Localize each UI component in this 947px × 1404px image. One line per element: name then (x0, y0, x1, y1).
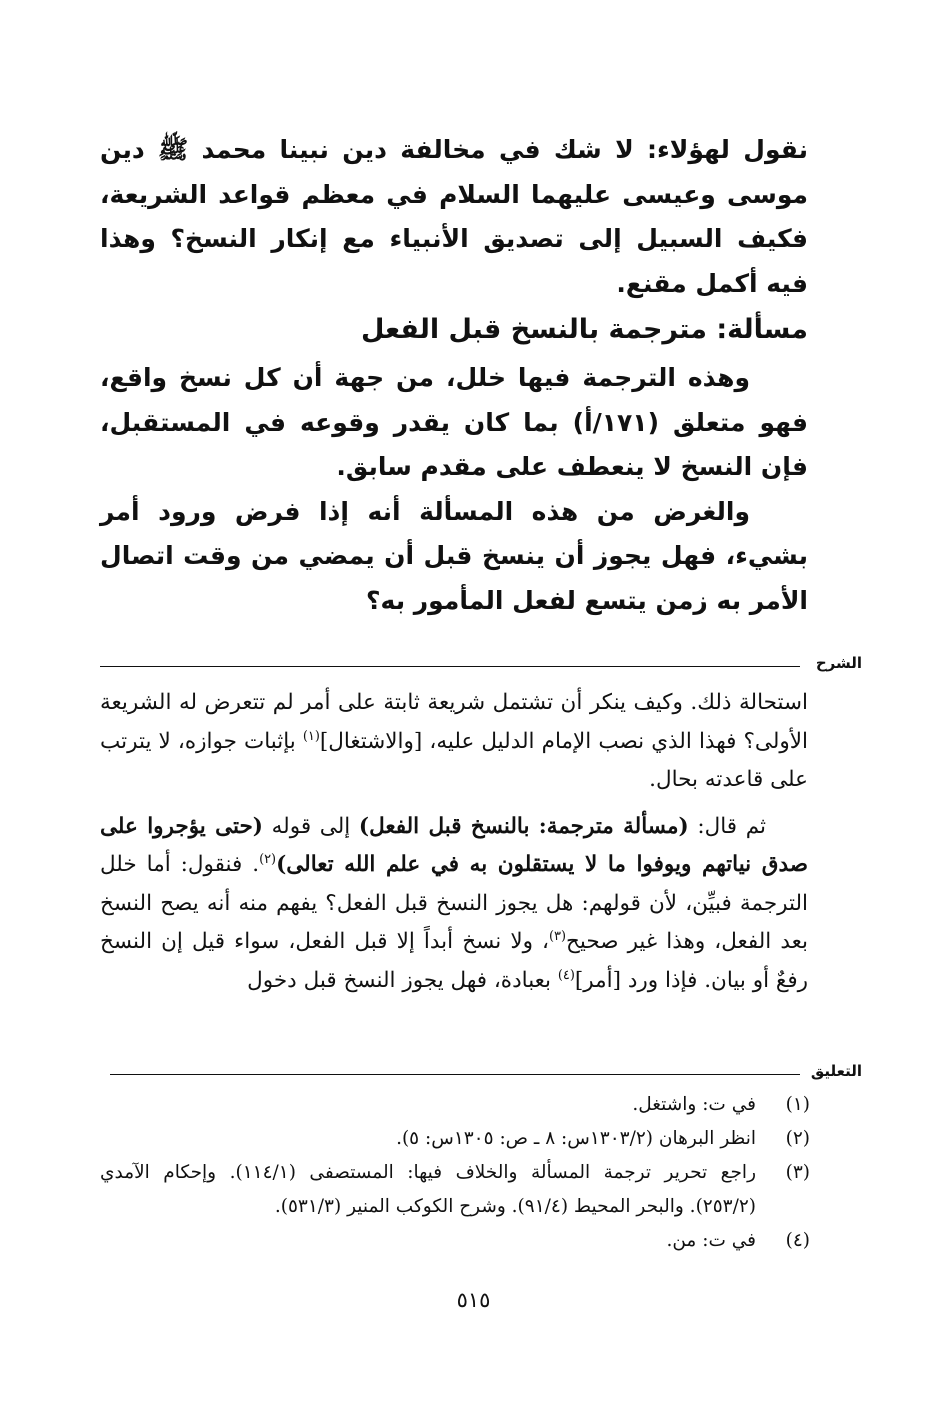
footnote-text: في ت: واشتغل. (632, 1094, 756, 1115)
footnote-ref: (٣) (548, 928, 566, 944)
section-heading: مسألة: مترجمة بالنسخ قبل الفعل (360, 314, 808, 345)
sharh-text: ، ولا نسخ أبداً إلا قبل الفعل، سواء قيل إن النسخ رفعٌ أو بيان. فإذا ورد [أمر] (100, 929, 808, 993)
footnote-item (100, 1122, 810, 1156)
footnotes-divider (110, 1074, 800, 1075)
matn-text-block (100, 128, 808, 623)
sharh-paragraph (100, 684, 808, 800)
quoted-text: (مسألة مترجمة: بالنسخ قبل الفعل) (358, 813, 689, 839)
footnote-item (100, 1088, 810, 1122)
sharh-paragraph (100, 808, 808, 1001)
footnote-number: (٣) (785, 1162, 810, 1183)
sharh-label: الشرح (815, 654, 862, 672)
sharh-divider (100, 666, 800, 667)
footnote-text: في ت: من. (666, 1230, 756, 1251)
sharh-text: . فنقول: أما خلل الترجمة فبيِّن، لأن قولهم: هل يجوز النسخ قبل الفعل؟ يفهم منه أنه يصح النسخ بعد الفعل، وهذا غير صحيح (100, 852, 809, 954)
page-number: ٥١٥ (456, 1288, 491, 1312)
sharh-text: بإثبات جوازه، لا يترتب على قاعدته بحال. (100, 728, 808, 792)
sharh-text: استحالة ذلك. وكيف ينكر أن تشتمل شريعة ثابتة على أمر لم تتعرض له الشريعة الأولى؟ فهذا الذي نصب الإمام الدليل عليه، [والاشتغال] (100, 690, 808, 754)
footnote-number: (٤) (785, 1230, 810, 1251)
footnote-ref: (٤) (557, 967, 575, 983)
sharh-text-block (100, 684, 808, 1000)
footnote-item (100, 1224, 810, 1258)
matn-paragraph: نقول لهؤلاء: لا شك في مخالفة دين نبينا محمد ﷺ دين موسى وعيسى عليهما السلام في معظم قواعد الشريعة، فكيف السبيل إلى تصديق الأنبياء مع إنكار النسخ؟ وهذا فيه أكمل مقنع. (100, 135, 808, 298)
footnote-ref: (٢) (259, 851, 277, 867)
footnote-number: (١) (785, 1094, 810, 1115)
quoted-text: (حتى يؤجروا على صدق نياتهم ويوفوا ما لا يستقلون به في علم الله تعالى) (100, 813, 808, 877)
footnote-text: انظر البرهان (١٣٠٣/٢س: ٨ ـ ص: ١٣٠٥س: ٥). (396, 1128, 756, 1149)
sharh-text: إلى قوله (262, 813, 359, 839)
footnotes-list (100, 1088, 810, 1258)
sharh-text: بعبادة، فهل يجوز النسخ قبل دخول (247, 967, 558, 993)
matn-paragraph: والغرض من هذه المسألة أنه إذا فرض ورود أمر بشيء، فهل يجوز أن ينسخ قبل أن يمضي من وقت اتصال الأمر به زمن يتسع لفعل المأمور به؟ (100, 496, 808, 615)
footnote-text: راجع تحرير ترجمة المسألة والخلاف فيها: المستصفى (١١٤/١). وإحكام الآمدي (٢٥٣/٢). والبحر المحيط (٩١/٤). وشرح الكوكب المنير (٥٣١/٣). (100, 1162, 757, 1217)
footnote-ref: (١) (302, 728, 320, 744)
sharh-text: ثم قال: (688, 813, 766, 839)
footnote-item (100, 1156, 810, 1224)
matn-paragraph: وهذه الترجمة فيها خلل، من جهة أن كل نسخ واقع، فهو متعلق (١٧١/أ) بما كان يقدر وقوعه في المستقبل، فإن النسخ لا ينعطف على مقدم سابق. (100, 363, 808, 481)
footnote-number: (٢) (785, 1128, 810, 1149)
footnotes-label: التعليق (810, 1062, 862, 1080)
